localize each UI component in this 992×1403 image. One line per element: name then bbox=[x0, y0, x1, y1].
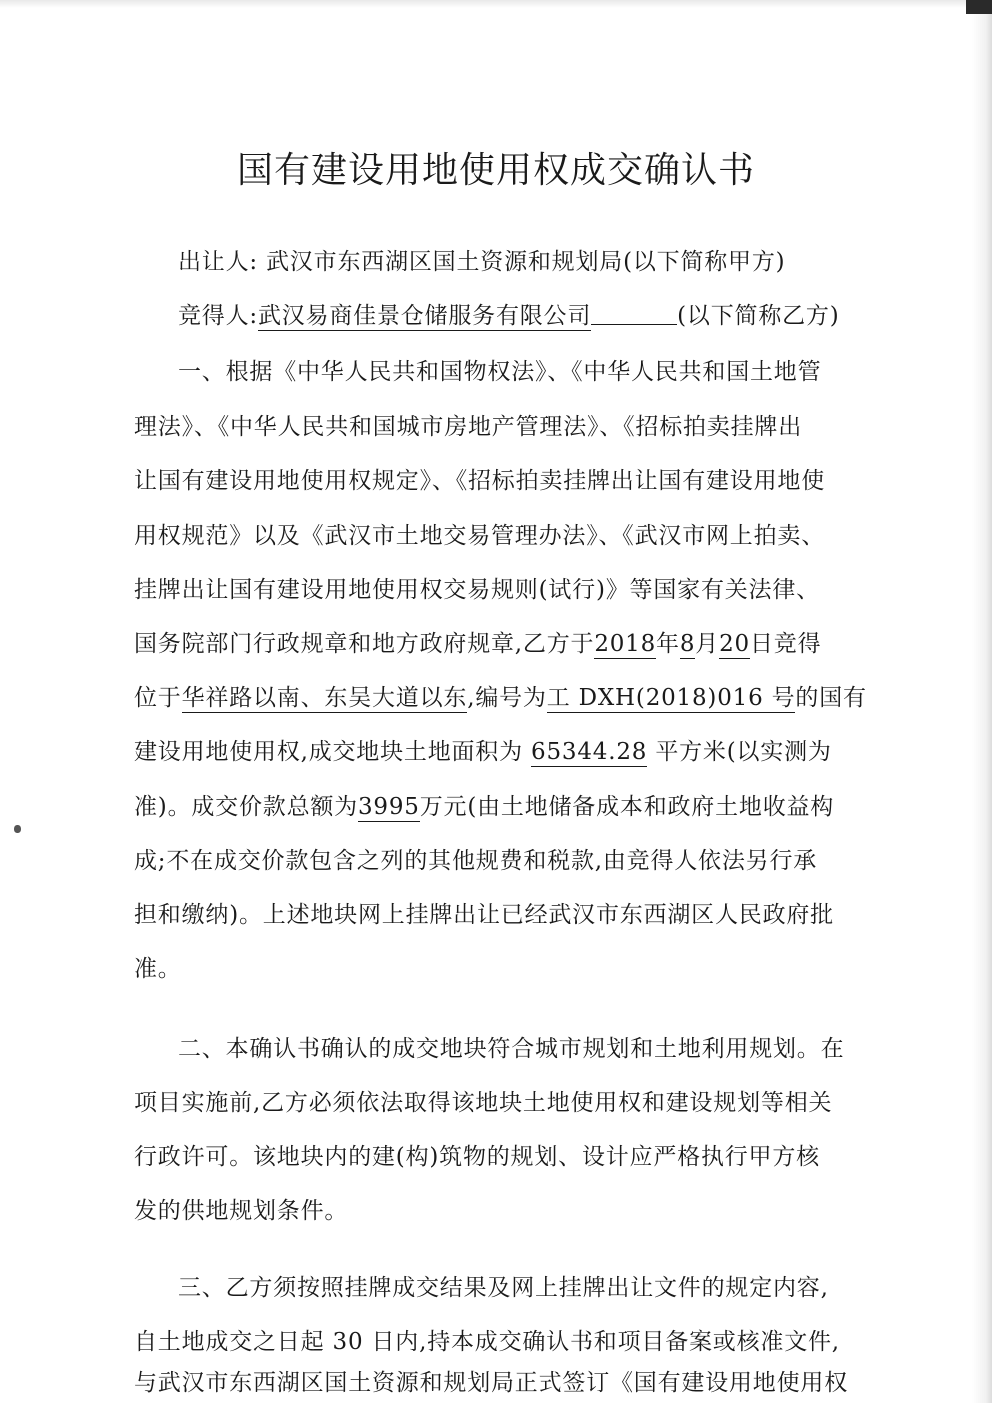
parcel-no-prefix: ,编号为 bbox=[467, 685, 547, 711]
section1-line-5: 挂牌出让国有建设用地使用权交易规则(试行)》等国家有关法律、 bbox=[134, 577, 820, 603]
section2-line-4: 发的供地规划条件。 bbox=[134, 1198, 349, 1224]
deal-day: 20 bbox=[719, 631, 750, 657]
parcel-number: 工 DXH(2018)016 号 bbox=[546, 685, 796, 711]
grantor-value: 武汉市东西湖区国土资源和规划局(以下简称甲方) bbox=[266, 249, 786, 275]
section1-line-11: 担和缴纳)。上述地块网上挂牌出让已经武汉市东西湖区人民政府批 bbox=[134, 902, 834, 928]
deal-price: 3995 bbox=[357, 794, 420, 820]
area-prefix: 建设用地使用权,成交地块土地面积为 bbox=[134, 739, 523, 765]
grantor-label: 出让人: bbox=[178, 249, 258, 275]
deal-year: 2018 bbox=[594, 631, 657, 657]
section2-line-2: 项目实施前,乙方必须依法取得该地块土地使用权和建设规划等相关 bbox=[134, 1090, 833, 1116]
scan-corner-mark bbox=[966, 0, 992, 14]
parcel-location: 华祥路以南、东吴大道以东 bbox=[181, 685, 468, 711]
land-area: 65344.28 bbox=[531, 739, 648, 765]
area-suffix: 平方米(以实测为 bbox=[655, 739, 832, 765]
section1-line-7 bbox=[134, 681, 886, 715]
scan-speck bbox=[14, 825, 21, 833]
day-unit: 日竞得 bbox=[749, 631, 822, 657]
bidder-name: 武汉易商佳景仓储服务有限公司 bbox=[257, 303, 592, 329]
section1-line-2: 理法》、《中华人民共和国城市房地产管理法》、《招标拍卖挂牌出 bbox=[134, 414, 802, 440]
section3-line-2: 自土地成交之日起 30 日内,持本成交确认书和项目备案或核准文件, bbox=[134, 1329, 840, 1355]
section1-line-6 bbox=[134, 627, 886, 661]
section3-line-1: 三、乙方须按照挂牌成交结果及网上挂牌出让文件的规定内容, bbox=[178, 1275, 829, 1301]
section1-line-3: 让国有建设用地使用权规定》、《招标拍卖挂牌出让国有建设用地使 bbox=[134, 468, 825, 494]
section1-line-1: 一、根据《中华人民共和国物权法》、《中华人民共和国土地管 bbox=[178, 359, 822, 385]
bidder-blank bbox=[591, 299, 677, 325]
section2-line-1: 二、本确认书确认的成交地块符合城市规划和土地利用规划。在 bbox=[178, 1036, 845, 1062]
section3-line-3: 与武汉市东西湖区国土资源和规划局正式签订《国有建设用地使用权 bbox=[134, 1370, 848, 1396]
bidder-line bbox=[178, 299, 886, 333]
price-suffix: 万元(由土地储备成本和政府土地收益构 bbox=[419, 794, 835, 820]
bidder-suffix: (以下简称乙方) bbox=[677, 303, 840, 329]
document-title: 国有建设用地使用权成交确认书 bbox=[236, 150, 755, 191]
scan-edge-top bbox=[0, 0, 992, 8]
section1-line-6-text: 国务院部门行政规章和地方政府规章,乙方于 bbox=[134, 631, 595, 657]
price-prefix: 准)。成交价款总额为 bbox=[134, 794, 358, 820]
section1-line-10: 成;不在成交价款包含之列的其他规费和税款,由竞得人依法另行承 bbox=[134, 848, 818, 874]
section1-line-8 bbox=[134, 735, 886, 769]
section1-line-4: 用权规范》以及《武汉市土地交易管理办法》、《武汉市网上拍卖、 bbox=[134, 523, 825, 549]
location-prefix: 位于 bbox=[134, 685, 182, 711]
deal-month: 8 bbox=[679, 631, 696, 657]
section1-line-9 bbox=[134, 790, 886, 824]
section1-line-7-tail: 的国有 bbox=[795, 685, 867, 711]
bidder-label: 竞得人: bbox=[178, 303, 258, 329]
month-unit: 月 bbox=[695, 631, 720, 657]
scan-edge-right bbox=[972, 0, 992, 1403]
grantor-line bbox=[178, 245, 886, 279]
section2-line-3: 行政许可。该地块内的建(构)筑物的规划、设计应严格执行甲方核 bbox=[134, 1144, 820, 1170]
section1-line-12: 准。 bbox=[134, 956, 182, 982]
year-unit: 年 bbox=[656, 631, 680, 657]
